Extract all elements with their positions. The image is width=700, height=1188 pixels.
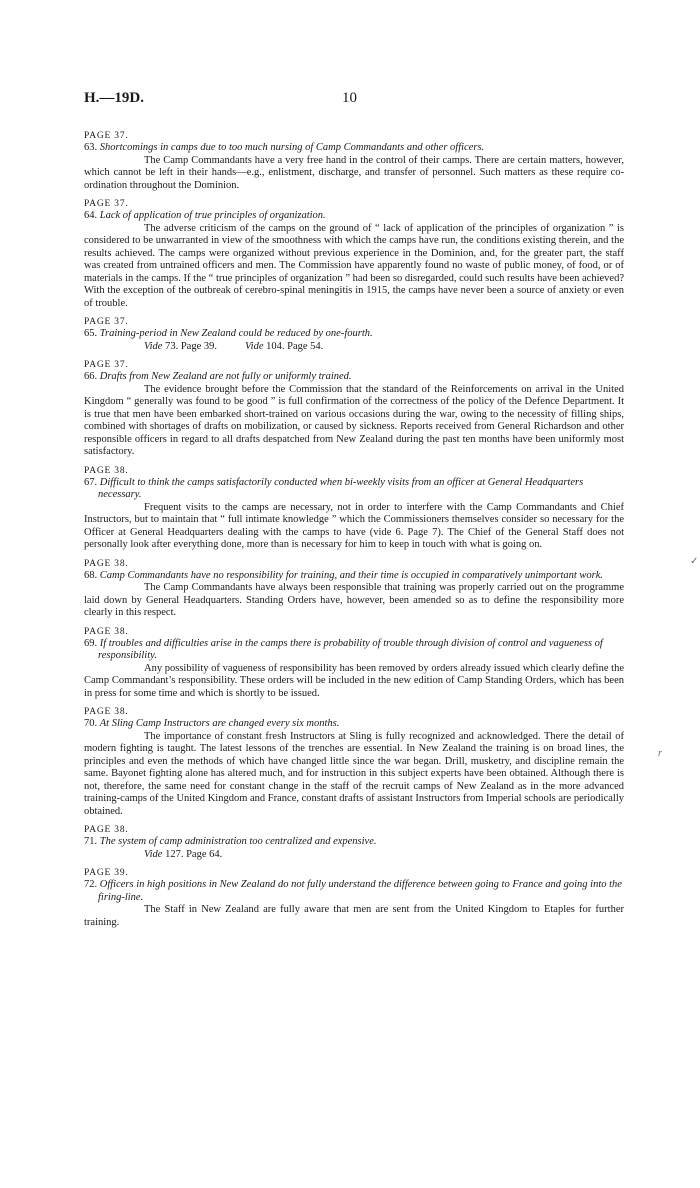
section-entry (84, 626, 624, 701)
section-title: Drafts from New Zealand are not fully or uniformly trained. (99, 371, 352, 382)
page-reference: PAGE 37. (84, 317, 129, 327)
section-entry (84, 198, 624, 310)
page-number: 10 (342, 90, 357, 106)
vide-label: Vide (144, 848, 163, 860)
section-entry (84, 867, 624, 929)
vide-label: Vide (245, 340, 264, 352)
section-heading (84, 371, 624, 384)
vide-number: 73. (165, 340, 179, 352)
section-heading (84, 477, 624, 502)
section-number: 63. (84, 142, 98, 153)
vide-label: Vide (144, 340, 163, 352)
section-number: 65. (84, 328, 98, 339)
section-entry (84, 706, 624, 818)
section-body: The evidence brought before the Commission that the standard of the Reinforcements on arrival in the United Kingdom “ generally was found to be good ” is full confirmation of the correctness of the policy of the Defence Department. It is true that men have been embarked short-trained on various occasions during the war, owing to the necessity of filling ships, combined with shortages of drafts on mobilization, or caused by sickness. Reports received from General Richardson and other responsible officers in regard to all drafts despatched from New Zealand during the past ten months have been uniformly most satisfactory. (84, 383, 624, 457)
section-entry (84, 316, 624, 353)
vide-reference (144, 849, 222, 860)
section-entry (84, 824, 624, 861)
section-title: Training-period in New Zealand could be reduced by one-fourth. (99, 328, 373, 339)
page-reference: PAGE 38. (84, 825, 129, 835)
vide-references (84, 849, 624, 862)
section-title: Officers in high positions in New Zealand do not fully understand the difference between going to France and going into the firing-line. (98, 879, 622, 903)
section-body: The importance of constant fresh Instructors at Sling is fully recognized and acknowledged. There the detail of modern fighting is taught. The latest lessons of the trenches are essential. In New Zealand the training is on broad lines, the principles and even the methods of which have changed little since the war began. Drill, musketry, and discipline remain the same. Bayonet fighting alone has altered much, and for instruction in this subject experts have been obtained. Although there is not, therefore, the same need for constant change in the staff of the recruit camps of New Zealand as in the more advanced training-camps of the United Kingdom and France, constant drafts of assistant Instructors from Imperial schools are periodically obtained. (84, 730, 624, 817)
section-heading (84, 142, 624, 155)
section-number: 67. (84, 476, 98, 488)
section-body: The Staff in New Zealand are fully aware that men are sent from the United Kingdom to Etaples for further training. (84, 904, 624, 928)
section-title: Lack of application of true principles of organization. (99, 210, 326, 221)
section-entry (84, 465, 624, 552)
page-reference: PAGE 38. (84, 465, 129, 476)
section-title: At Sling Camp Instructors are changed every six months. (99, 718, 340, 729)
section-body: Frequent visits to the camps are necessary, not in order to interfere with the Camp Commandants and Chief Instructors, but to maintain that “ full intimate knowledge ” which the Commissioners themselves consider so necessary for the Officer at General Headquarters dealing with the camps to have (vide 6. Page 7). The Chief of the General Staff does not personally look after everything done, more than is necessary for him to keep in touch with what is going on. (84, 501, 624, 550)
page-reference: PAGE 38. (84, 558, 129, 569)
section-heading (84, 210, 624, 223)
section-number: 68. (84, 569, 98, 581)
section-body: The Camp Commandants have always been responsible that training was properly carried out on the programme laid down by General Headquarters. Standing Orders have, however, been amended so as to define the responsibility more clearly in this respect. (84, 582, 624, 618)
section-number: 72. (84, 879, 98, 890)
section-entry (84, 130, 624, 192)
section-entry (84, 359, 624, 459)
vide-number: 127. (165, 848, 184, 860)
section-body: The adverse criticism of the camps on the ground of “ lack of application of the principles of organization ” is considered to be unwarranted in view of the smoothness with which the camps have run, the conditions existing therein, and the results achieved. The camps were organized without previous experience in the Dominion, and, for the greater part, the staff was created from untrained officers and men. The Commission have apparently found no waste of public money, of food, or of materials in the camps. If the “ true principles of organization ” had been so disregarded, could such results have been achieved? With the exception of the outbreak of cerebro-spinal meningitis in 1915, the camps have never been a source of anxiety or even of trouble. (84, 222, 624, 309)
margin-mark-icon: r (658, 748, 662, 759)
section-title: Camp Commandants have no responsibility for training, and their time is occupied in comparatively unimportant work. (99, 569, 604, 581)
section-heading (84, 836, 624, 849)
document-id: H.—19D. (84, 90, 144, 106)
section-number: 71. (84, 836, 98, 847)
vide-reference (245, 341, 323, 352)
section-number: 64. (84, 210, 98, 221)
section-heading (84, 879, 624, 904)
section-number: 69. (84, 637, 98, 649)
section-title: Shortcomings in camps due to too much nursing of Camp Commandants and other officers. (99, 142, 485, 153)
vide-page: Page 64. (186, 848, 223, 860)
section-heading (84, 570, 624, 583)
section-heading (84, 638, 624, 663)
section-title: The system of camp administration too centralized and expensive. (99, 836, 377, 847)
section-body: The Camp Commandants have a very free hand in the control of their camps. There are certain matters, however, which cannot be left in their hands—e.g., enlistment, discharge, and transfer of personnel. Such matters as these require co-ordination throughout the Dominion. (84, 154, 624, 191)
page-reference: PAGE 38. (84, 626, 129, 637)
section-heading (84, 718, 624, 731)
section-body: Any possibility of vagueness of responsibility has been removed by orders already issued which clearly define the Camp Commandant’s responsibility. These orders will be included in the new edition of Camp Standing Orders, which has been in press for some time and which is shortly to be issued. (84, 662, 624, 699)
page-reference: PAGE 37. (84, 360, 129, 370)
vide-page: Page 54. (287, 340, 324, 352)
page-reference: PAGE 37. (84, 131, 129, 141)
page-reference: PAGE 39. (84, 868, 129, 878)
section-number: 70. (84, 718, 98, 729)
vide-references (84, 341, 624, 354)
vide-reference (144, 341, 217, 352)
section-title: Difficult to think the camps satisfactorily conducted when bi-weekly visits from an officer at General Headquarters necessary. (98, 476, 584, 500)
vide-page: Page 39. (180, 340, 218, 352)
page-reference: PAGE 38. (84, 707, 129, 717)
margin-mark-icon: ✓ (690, 556, 699, 567)
section-number: 66. (84, 371, 98, 382)
page-header (84, 90, 624, 110)
vide-number: 104. (266, 340, 285, 352)
section-heading (84, 328, 624, 341)
page-reference: PAGE 37. (84, 199, 129, 209)
section-entry (84, 558, 624, 620)
section-title: If troubles and difficulties arise in the camps there is probability of trouble through division of control and vagueness of responsibility. (98, 637, 603, 661)
sections-list (84, 130, 624, 935)
